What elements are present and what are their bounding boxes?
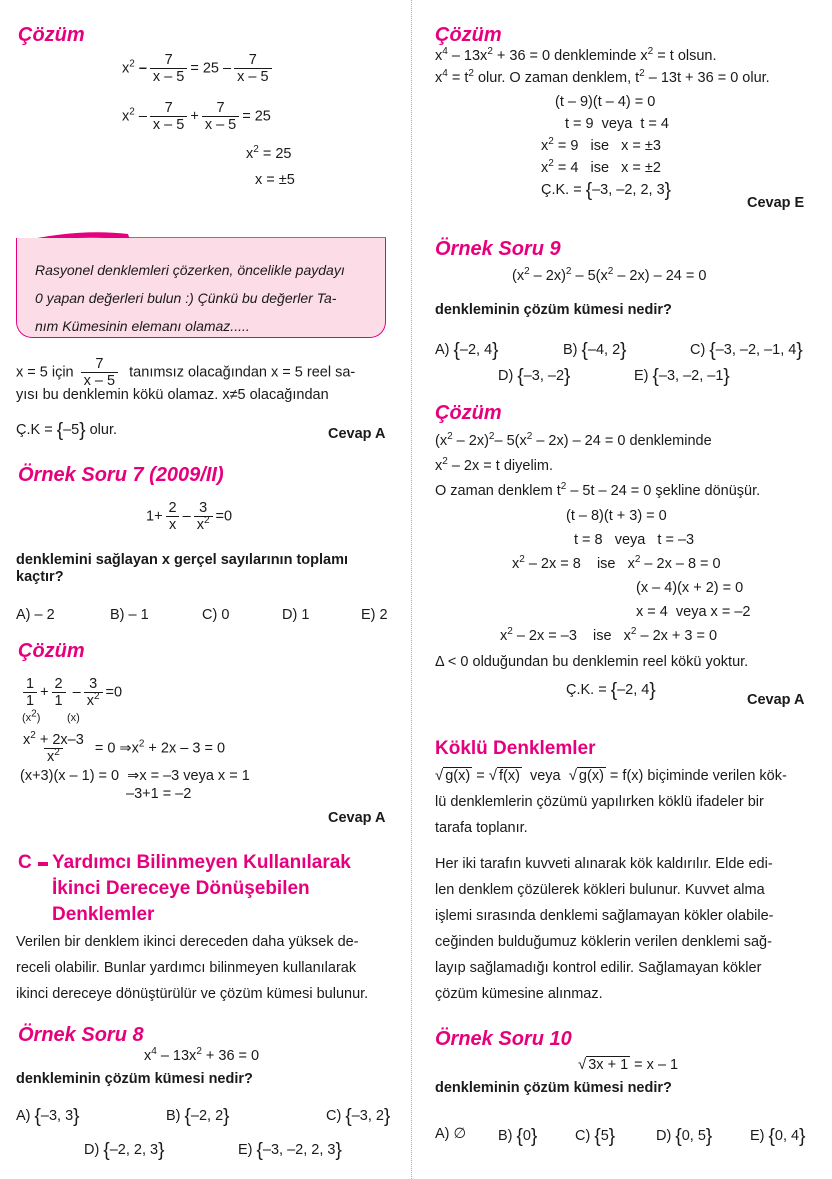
option-e: E) {0, 4} bbox=[750, 1126, 806, 1147]
paragraph-line: Her iki tarafın kuvveti alınarak kök kaldırılır. Elde edi- bbox=[435, 856, 773, 872]
solution-set-line: Ç.K. = {–3, –2, 2, 3} bbox=[541, 180, 672, 201]
example-heading: Örnek Soru 8 bbox=[18, 1024, 144, 1046]
equation-line: (x+3)(x – 1) = 0 ⇒x = –3 veya x = 1 bbox=[20, 768, 250, 784]
option-a: A) {–2, 4} bbox=[435, 340, 499, 361]
question-text: denkleminin çözüm kümesi nedir? bbox=[435, 1080, 672, 1096]
option-d: D) 1 bbox=[282, 607, 310, 623]
multiplier-note: $(x^2)$ bbox=[22, 708, 41, 724]
text-span: diyelim. bbox=[503, 458, 553, 474]
equation-line: $\frac{x^2 + 2x-3}{x^2}$ = 0 $\Rightarrow x^2 + 2x - 3 = 0$ bbox=[23, 730, 226, 765]
equation-line: √ 3x + 1 = x – 1 bbox=[578, 1056, 679, 1073]
text-line: $x^4 - 13x^2 + 36 = 0$ denkleminde $x^2 = t$ olsun. bbox=[435, 46, 717, 64]
paragraph-line: layıp sağlamadığı kontrol edilir. Sağlamayan kökler bbox=[435, 960, 762, 976]
example-heading: Örnek Soru 10 bbox=[435, 1028, 572, 1050]
option-a: A) {–3, 3} bbox=[16, 1106, 80, 1127]
text-line: yısı bu denklemin kökü olamaz. x≠5 olacağından bbox=[16, 387, 329, 403]
note-line: Rasyonel denklemleri çözerken, öncelikle paydayı bbox=[35, 262, 345, 278]
equation-line: (x – 4)(x + 2) = 0 bbox=[636, 580, 744, 596]
equation-line: $x^2$ – $\frac{7}{x - 5}$ = 25 – $\frac{7}{x - 5}$ bbox=[122, 52, 275, 85]
equation-line: $(x^2 - 2x)^2 - 5(x^2 - 2x) - 24 = 0$ bbox=[512, 266, 707, 284]
note-line: 0 yapan değerleri bulun :) Çünkü bu değerler Ta- bbox=[35, 290, 337, 306]
option-a: A) ∅ bbox=[435, 1126, 467, 1142]
equation-line: $x^2 = 4$ ise x = ±2 bbox=[541, 158, 661, 176]
paragraph-line: işlemi sırasında denklemi sağlamayan kökler olabile- bbox=[435, 908, 774, 924]
question-text: denklemini sağlayan x gerçel sayılarının toplamı bbox=[16, 552, 349, 568]
option-e: E) 2 bbox=[361, 607, 388, 623]
option-e: E) {–3, –2, –1} bbox=[634, 366, 730, 387]
text-line: $x^2 - 2x = t$ diyelim. bbox=[435, 456, 553, 474]
text-line: $(x^2 - 2x)^2-$ $5(x^2 - 2x) - 24 = 0$ denkleminde bbox=[435, 431, 712, 449]
cozum-heading: Çözüm bbox=[435, 402, 502, 424]
option-c: C) {–3, 2} bbox=[326, 1106, 391, 1127]
text-span: O zaman denklem bbox=[435, 483, 553, 499]
question-text: denkleminin çözüm kümesi nedir? bbox=[16, 1071, 253, 1087]
section-title: Denklemler bbox=[52, 904, 155, 925]
equation-line: $x^2 = 9$ ise x = ±3 bbox=[541, 136, 661, 154]
text-span: veya bbox=[529, 768, 561, 784]
text-span: biçiminde verilen kök- bbox=[647, 768, 787, 784]
equation-line: $\frac{1}{1}$ + $\frac{2}{1}$ – $\frac{3}{x^2}$ =0 bbox=[20, 676, 122, 709]
option-c: C) {–3, –2, –1, 4} bbox=[690, 340, 803, 361]
answer-label: Cevap E bbox=[747, 195, 805, 211]
text-span: denkleminde bbox=[554, 48, 637, 64]
paragraph-line: len denklem çözülerek kökleri bulunur. Kuvvet alma bbox=[435, 882, 765, 898]
paragraph-line: ikinci dereceye dönüştürülür ve çözüm kümesi bulunur. bbox=[16, 986, 369, 1002]
text-span: olur. bbox=[742, 70, 770, 86]
equation-line: 1+ $\frac{2}{x}$ – $\frac{3}{x^2}$ =0 bbox=[146, 500, 233, 533]
equation-line: –3+1 = –2 bbox=[126, 786, 192, 802]
paragraph-line: Verilen bir denklem ikinci dereceden daha yüksek de- bbox=[16, 934, 359, 950]
equation-line: $x^4 - 13x^2 + 36 = 0$ bbox=[144, 1046, 260, 1064]
column-divider bbox=[411, 0, 412, 1179]
option-b: B) {0} bbox=[498, 1126, 538, 1147]
option-b: B) {–4, 2} bbox=[563, 340, 627, 361]
option-c: C) {5} bbox=[575, 1126, 616, 1147]
option-e: E) {–3, –2, 2, 3} bbox=[238, 1140, 342, 1161]
paragraph-line: çözüm kümesine alınmaz. bbox=[435, 986, 603, 1002]
option-d: D) {–2, 2, 3} bbox=[84, 1140, 165, 1161]
option-c: C) 0 bbox=[202, 607, 230, 623]
section-title: İkinci Dereceye Dönüşebilen bbox=[52, 878, 310, 899]
option-d: D) {0, 5} bbox=[656, 1126, 713, 1147]
equation-line: $x^2 - 2x = -3$ ise $x^2 - 2x + 3 = 0$ bbox=[500, 626, 718, 644]
question-text: denkleminin çözüm kümesi nedir? bbox=[435, 302, 672, 318]
cozum-heading: Çözüm bbox=[18, 24, 85, 46]
solution-set-line: Ç.K. = {–2, 4} bbox=[566, 680, 656, 701]
equation-line: x = ±5 bbox=[255, 172, 295, 188]
paragraph-line: ceğinden bulduğumuz köklerin verilen denklemi sağ- bbox=[435, 934, 772, 950]
text-span: olur. bbox=[89, 422, 118, 438]
multiplier-note: (x) bbox=[67, 712, 80, 724]
text-span: tanımsız olacağından x = 5 reel sa- bbox=[129, 364, 356, 381]
example-heading: Örnek Soru 9 bbox=[435, 238, 561, 260]
solution-set-line: Ç.K = {–5} olur. bbox=[16, 420, 118, 441]
paragraph-line: tarafa toplanır. bbox=[435, 820, 528, 836]
cozum-heading: Çözüm bbox=[18, 640, 85, 662]
paragraph-line: receli olabilir. Bunlar yardımcı bilinmeyen kullanılarak bbox=[16, 960, 357, 976]
answer-label: Cevap A bbox=[747, 692, 805, 708]
equation-line: t = 9 veya t = 4 bbox=[565, 116, 669, 132]
equation-line: (t – 9)(t – 4) = 0 bbox=[555, 94, 656, 110]
option-b: B) – 1 bbox=[110, 607, 149, 623]
option-a: A) – 2 bbox=[16, 607, 55, 623]
text-line: x = 5 için $\frac{7}{x - 5}$ tanımsız olacağından x = 5 reel sa- bbox=[16, 356, 356, 389]
question-text: kaçtır? bbox=[16, 569, 64, 585]
equation-line: $x^2 - 2x = 8$ ise $x^2 - 2x - 8 = 0$ bbox=[512, 554, 721, 572]
text-span: denkleminde bbox=[629, 433, 712, 449]
equation-line: t = 8 veya t = –3 bbox=[574, 532, 695, 548]
paragraph-line: lü denklemlerin çözümü yapılırken köklü ifadeler bir bbox=[435, 794, 764, 810]
tip-note-box bbox=[16, 238, 386, 338]
equation-line: $x^2 = 25$ bbox=[246, 144, 292, 162]
equation-line: $x^2$ – $\frac{7}{x - 5}$ + $\frac{7}{x - 5}$ = 25 bbox=[122, 100, 271, 133]
section-dash-decoration bbox=[38, 862, 48, 866]
section-title: Köklü Denklemler bbox=[435, 738, 596, 759]
note-line: nım Kümesinin elemanı olamaz..... bbox=[35, 318, 250, 334]
text-span: olur. O zaman denklem, bbox=[477, 70, 632, 86]
answer-label: Cevap A bbox=[328, 810, 386, 826]
cozum-heading: Çözüm bbox=[435, 24, 502, 46]
text-line: O zaman denklem $t^2 - 5t - 24 = 0$ şekline dönüşür. bbox=[435, 481, 761, 499]
text-span: şekline dönüşür. bbox=[655, 483, 761, 499]
option-d: D) {–3, –2} bbox=[498, 366, 571, 387]
section-letter: C bbox=[18, 852, 32, 873]
example-heading: Örnek Soru 7 (2009/II) bbox=[18, 464, 224, 486]
equation-line: (t – 8)(t + 3) = 0 bbox=[566, 508, 667, 524]
text-line: $x^4 = t^2$ olur. O zaman denklem, $t^2 - 13t + 36 = 0$ olur. bbox=[435, 68, 770, 86]
answer-label: Cevap A bbox=[328, 426, 386, 442]
equation-line: x = 4 veya x = –2 bbox=[636, 604, 751, 620]
text-line: Δ < 0 olduğundan bu denklemin reel kökü yoktur. bbox=[435, 654, 749, 670]
section-title: Yardımcı Bilinmeyen Kullanılarak bbox=[52, 852, 351, 873]
text-span: olsun. bbox=[677, 48, 717, 64]
option-b: B) {–2, 2} bbox=[166, 1106, 230, 1127]
paragraph-line: √ g(x) = √ f(x) veya √ g(x) = f(x) biçiminde verilen kök- bbox=[435, 767, 787, 784]
